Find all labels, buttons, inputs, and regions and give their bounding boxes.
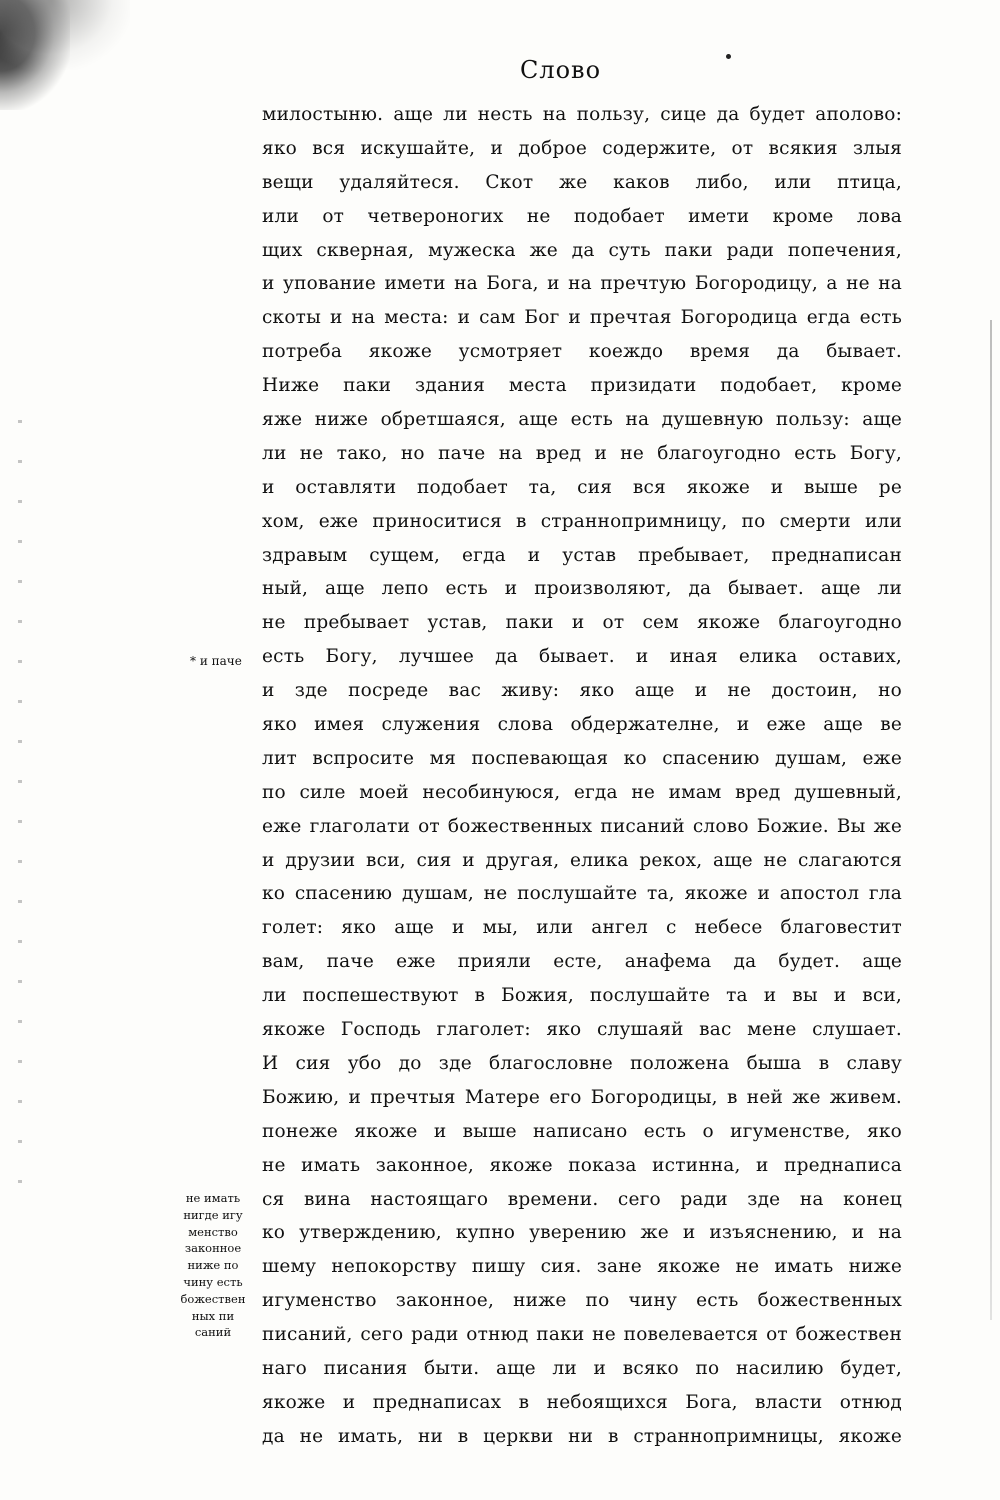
text-line: или от четвероногих не подобает имети кроме лова	[262, 205, 902, 227]
text-line: писаний, сего ради отнюд паки не повелевается от божествен	[262, 1324, 902, 1346]
text-line: потреба якоже усмотряет коеждо время да бывает.	[262, 341, 902, 363]
main-text-block	[262, 98, 902, 1454]
text-line: и друзии вси, сия и другая, елика рекох, аще не слагаются	[262, 849, 902, 871]
text-line: по силе моей несобинуюся, егда не имам вред душевный,	[262, 781, 902, 803]
text-line: есть Богу, лучшее да бывает. и иная елика оставих,	[262, 646, 902, 668]
text-line: лит вспросите мя поспевающая ко спасению душам, еже	[262, 747, 902, 769]
text-line: наго писания быти. аще ли и всяко по насилию будет,	[262, 1357, 902, 1379]
scan-smudge-top	[0, 0, 130, 70]
text-line: щих скверная, мужеска же да суть паки ради попечения,	[262, 239, 902, 261]
text-line: скоты и на места: и сам Бог и пречтая Богородица егда есть	[262, 307, 902, 329]
text-line: не имать законное, якоже показа истинна, и преднаписа	[262, 1154, 902, 1176]
page-edge-shadow	[990, 320, 992, 1320]
text-line: ли поспешествуют в Божия, послушайте та и вы и вси,	[262, 985, 902, 1007]
text-line: вещи удаляйтеся. Скот же каков либо, или птица,	[262, 171, 902, 193]
text-line: якоже и преднаписах в небоящихся Бога, власти отнюд	[262, 1391, 902, 1413]
text-line: понеже якоже и выше написано есть о игуменстве, яко	[262, 1120, 902, 1142]
ink-dot	[726, 54, 731, 59]
margin-note-line: божествен	[180, 1291, 246, 1306]
margin-note-line: нигде игу	[183, 1207, 243, 1222]
margin-note-line: ных пи	[191, 1308, 235, 1323]
text-line: ко утверждению, купно уверению же и изъяснению, и на	[262, 1222, 902, 1244]
text-line: и зде посреде вас живу: яко аще и не достоин, но	[262, 680, 902, 702]
margin-note-line: саний	[194, 1325, 232, 1340]
text-line: голет: яко аще и мы, или ангел с небесе благовестит	[262, 917, 902, 939]
text-line: И сия убо до зде благословне положена быша в славу	[262, 1052, 902, 1074]
text-line: яже ниже обретшаяся, аще есть на душевную пользу: аще	[262, 409, 902, 431]
margin-note-line: чину есть	[183, 1274, 243, 1289]
text-line: хом, еже приноситися в страннопримницу, по смерти или	[262, 510, 902, 532]
text-line: ли не тако, но паче на вред и не благоугодно есть Богу,	[262, 442, 902, 464]
text-line: игуменство законное, ниже по чину есть божественных	[262, 1290, 902, 1312]
text-line: еже глаголати от божественных писаний слово Божие. Вы же	[262, 815, 902, 837]
text-line: яко имея служения слова обдержателне, и еже аще ве	[262, 714, 902, 736]
text-line: шему непокорству пишу сия. зане якоже не имать ниже	[262, 1256, 902, 1278]
text-line: Божию, и пречтыя Матере его Богородицы, в ней же живем.	[262, 1086, 902, 1108]
margin-note-upper: * и паче	[190, 654, 242, 668]
margin-note-line: ниже по	[187, 1258, 239, 1273]
running-head: Слово	[520, 56, 602, 84]
text-line: и оставляти подобает та, сия вся якоже и выше ре	[262, 476, 902, 498]
text-line: ко спасению душам, не послушайте та, якоже и апостол гла	[262, 883, 902, 905]
text-line: здравым сущем, егда и устав пребывает, преднаписан	[262, 544, 902, 566]
text-line: и упование имети на Бога, и на пречтую Богородицу, а не на	[262, 273, 902, 295]
margin-note-line: законное	[184, 1241, 242, 1256]
text-line: да не имать, ни в церкви ни в страннопримницы, якоже	[262, 1425, 902, 1447]
text-line: якоже Господь глаголет: яко слушаяй вас мене слушает.	[262, 1019, 902, 1041]
margin-note-lower	[170, 1190, 256, 1341]
text-line: Ниже паки здания места призидати подобает, кроме	[262, 375, 902, 397]
text-line: ный, аще лепо есть и произволяют, да бывает. аще ли	[262, 578, 902, 600]
text-line: милостыню. аще ли несть на пользу, сице да будет аполово:	[262, 104, 902, 125]
text-line: яко вся искушайте, и доброе содержите, от всякия злыя	[262, 137, 902, 159]
text-line: не пребывает устав, паки и от сем якоже благоугодно	[262, 612, 902, 634]
text-line: ся вина настоящаго времени. сего ради зде на конец	[262, 1188, 902, 1210]
margin-speckles	[18, 420, 22, 1220]
text-line: вам, паче еже прияли есте, анафема да будет. аще	[262, 951, 902, 973]
margin-note-line: менство	[188, 1224, 238, 1239]
margin-note-line: не имать	[185, 1191, 241, 1205]
